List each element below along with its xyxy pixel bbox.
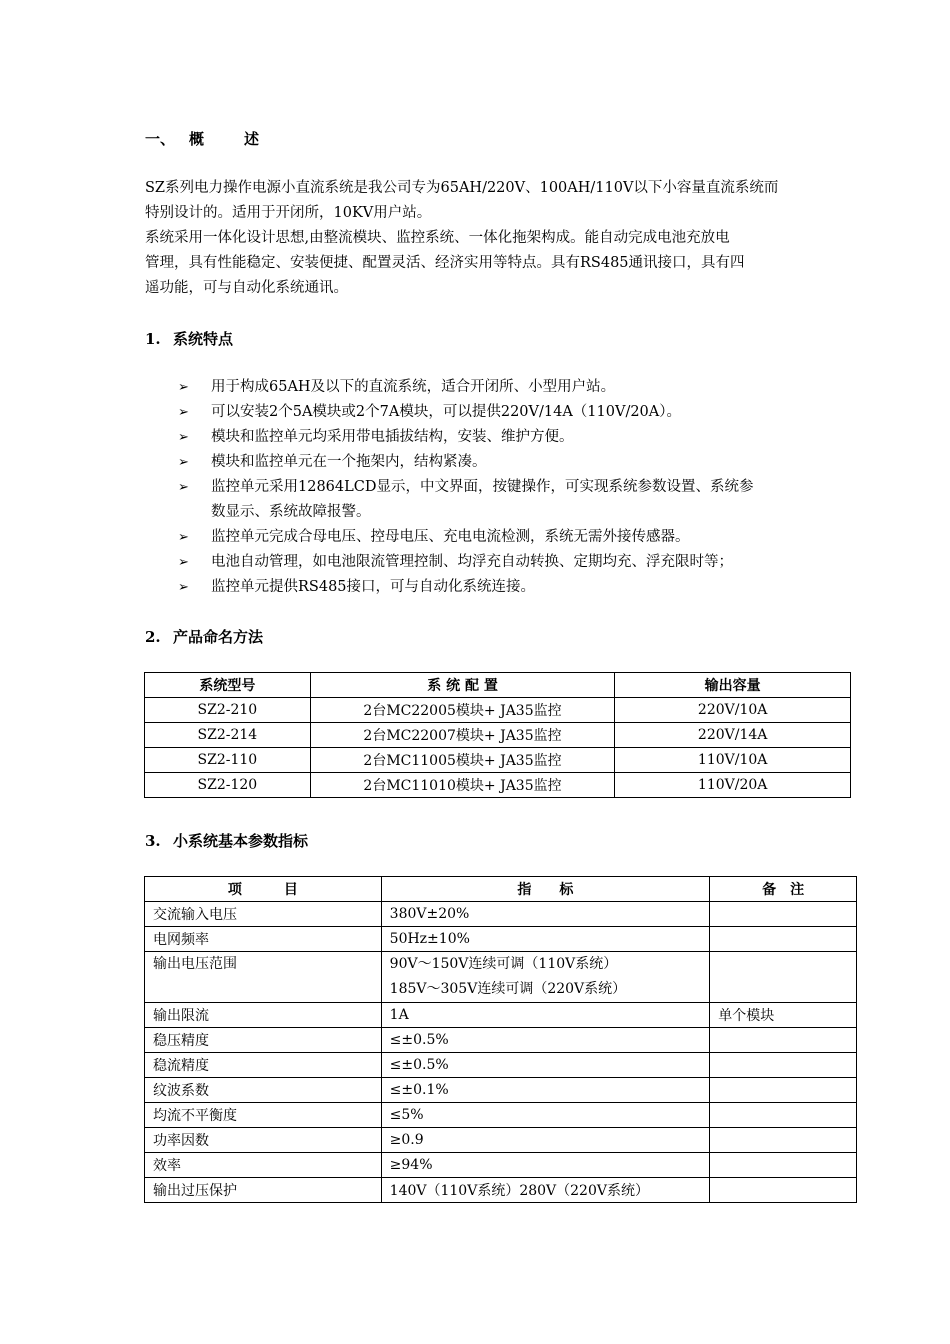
table-row [145,927,857,952]
table-cell-model: SZ2-210 [145,698,311,723]
table-cell-value-line: 185V～305V连续可调（220V系统） [389,981,627,997]
table-cell-note [710,902,857,927]
table-cell-config: 2台MC11005模块+ JA35监控 [310,748,615,773]
table-header-cell: 系统型号 [145,673,311,698]
table-cell-value: 1A [381,1003,710,1028]
list-item-text: 电池自动管理，如电池限流管理控制、均浮充自动转换、定期均充、浮充限时等； [211,554,733,570]
features-list [145,375,845,600]
table-row [145,723,851,748]
table-cell-item: 电网频率 [145,927,382,952]
table-cell-value: ≤±0.5% [381,1028,710,1053]
table-row [145,1128,857,1153]
table-cell-item: 输出电压范围 [145,952,382,1003]
table-cell-note [710,927,857,952]
features-number: 1. [145,330,161,348]
naming-table [144,672,851,798]
table-cell-note [710,1103,857,1128]
naming-heading [145,626,263,647]
table-header-cell: 备 注 [710,877,857,902]
list-item-text: 监控单元提供RS485接口，可与自动化系统连接。 [211,579,536,595]
table-row [145,1028,857,1053]
list-item [145,375,845,400]
list-item [145,575,845,600]
table-cell-value: 50Hz±10% [381,927,710,952]
table-row [145,698,851,723]
list-item-text: 监控单元采用12864LCD显示，中文界面，按键操作，可实现系统参数设置、系统参 [211,479,754,495]
table-row [145,748,851,773]
arrow-bullet-icon: ➢ [178,530,189,545]
table-header-cell: 输出容量 [615,673,851,698]
table-row [145,1078,857,1103]
table-cell-note [710,1128,857,1153]
arrow-bullet-icon: ➢ [178,455,189,470]
params-table [144,876,857,1203]
list-item [145,425,845,450]
table-cell-note [710,952,857,1003]
section-title-part-2: 述 [244,130,260,148]
arrow-bullet-icon: ➢ [178,580,189,595]
table-cell-item: 均流不平衡度 [145,1103,382,1128]
list-item-text: 可以安装2个5A模块或2个7A模块，可以提供220V/14A（110V/20A）。 [211,404,682,420]
table-header-row [145,673,851,698]
table-cell-value: ≥0.9 [381,1128,710,1153]
list-item-text: 监控单元完成合母电压、控母电压、充电电流检测，系统无需外接传感器。 [211,529,690,545]
table-cell-item: 稳流精度 [145,1053,382,1078]
table-cell-note: 单个模块 [710,1003,857,1028]
table-row [145,773,851,798]
table-cell-capacity: 110V/20A [615,773,851,798]
naming-title: 产品命名方法 [173,628,264,646]
table-row [145,1153,857,1178]
table-cell-item: 输出限流 [145,1003,382,1028]
naming-number: 2. [145,628,161,646]
table-cell-value: ≤±0.5% [381,1053,710,1078]
arrow-bullet-icon: ➢ [178,555,189,570]
table-row [145,1103,857,1128]
table-cell-note [710,1053,857,1078]
table-cell-item: 交流输入电压 [145,902,382,927]
table-cell-config: 2台MC22007模块+ JA35监控 [310,723,615,748]
arrow-bullet-icon: ➢ [178,405,189,420]
table-cell-capacity: 110V/10A [615,748,851,773]
table-header-row [145,877,857,902]
table-cell-config: 2台MC11010模块+ JA35监控 [310,773,615,798]
table-cell-note [710,1028,857,1053]
table-header-cell: 指 标 [381,877,710,902]
arrow-bullet-icon: ➢ [178,380,189,395]
table-header-cell: 项 目 [145,877,382,902]
table-cell-item: 纹波系数 [145,1078,382,1103]
table-cell-capacity: 220V/14A [615,723,851,748]
params-number: 3. [145,832,161,850]
table-cell-note [710,1078,857,1103]
list-item-text-continued: 数显示、系统故障报警。 [211,504,371,520]
table-cell-model: SZ2-120 [145,773,311,798]
features-title: 系统特点 [173,330,234,348]
table-cell-note [710,1178,857,1203]
table-cell-item: 效率 [145,1153,382,1178]
params-heading [145,830,308,851]
table-cell-capacity: 220V/10A [615,698,851,723]
table-header-cell: 系 统 配 置 [310,673,615,698]
table-cell-model: SZ2-110 [145,748,311,773]
list-item [145,525,845,550]
arrow-bullet-icon: ➢ [178,480,189,495]
table-cell-item: 稳压精度 [145,1028,382,1053]
list-item [145,475,845,525]
table-row [145,952,857,1003]
table-row [145,1003,857,1028]
table-cell-value-line: 90V～150V连续可调（110V系统） [389,956,618,972]
table-cell-value: 140V（110V系统）280V（220V系统） [381,1178,710,1203]
table-cell-value: 380V±20% [381,902,710,927]
table-cell-value: ≤±0.1% [381,1078,710,1103]
intro-line: 管理，具有性能稳定、安装便捷、配置灵活、经济实用等特点。具有RS485通讯接口，具有四 [145,255,745,271]
table-cell-model: SZ2-214 [145,723,311,748]
params-title: 小系统基本参数指标 [173,832,309,850]
intro-line: 特别设计的。适用于开闭所，10KV用户站。 [145,205,432,221]
table-row [145,1053,857,1078]
table-cell-item: 输出过压保护 [145,1178,382,1203]
intro-paragraph-1 [145,176,845,226]
arrow-bullet-icon: ➢ [178,430,189,445]
list-item [145,400,845,425]
section-title-part-1: 概 [189,130,205,148]
table-cell-value: ≥94% [381,1153,710,1178]
intro-line: SZ系列电力操作电源小直流系统是我公司专为65AH/220V、100AH/110V以下小容量直流系统而 [145,180,779,196]
list-item [145,450,845,475]
intro-paragraph-2 [145,226,845,301]
table-cell-item: 功率因数 [145,1128,382,1153]
table-row [145,1178,857,1203]
list-item-text: 用于构成65AH及以下的直流系统，适合开闭所、小型用户站。 [211,379,616,395]
list-item [145,550,845,575]
table-cell-value [381,952,710,1003]
table-row [145,902,857,927]
table-cell-config: 2台MC22005模块+ JA35监控 [310,698,615,723]
list-item-text: 模块和监控单元在一个拖架内，结构紧凑。 [211,454,487,470]
list-item-text: 模块和监控单元均采用带电插拔结构，安装、维护方便。 [211,429,574,445]
intro-line: 遥功能，可与自动化系统通讯。 [145,280,348,296]
features-heading [145,328,233,349]
section-overview-heading [145,128,259,149]
intro-line: 系统采用一体化设计思想,由整流模块、监控系统、一体化拖架构成。能自动完成电池充放电 [145,230,730,246]
table-cell-note [710,1153,857,1178]
section-number: 一、 [145,130,176,148]
table-cell-value: ≤5% [381,1103,710,1128]
